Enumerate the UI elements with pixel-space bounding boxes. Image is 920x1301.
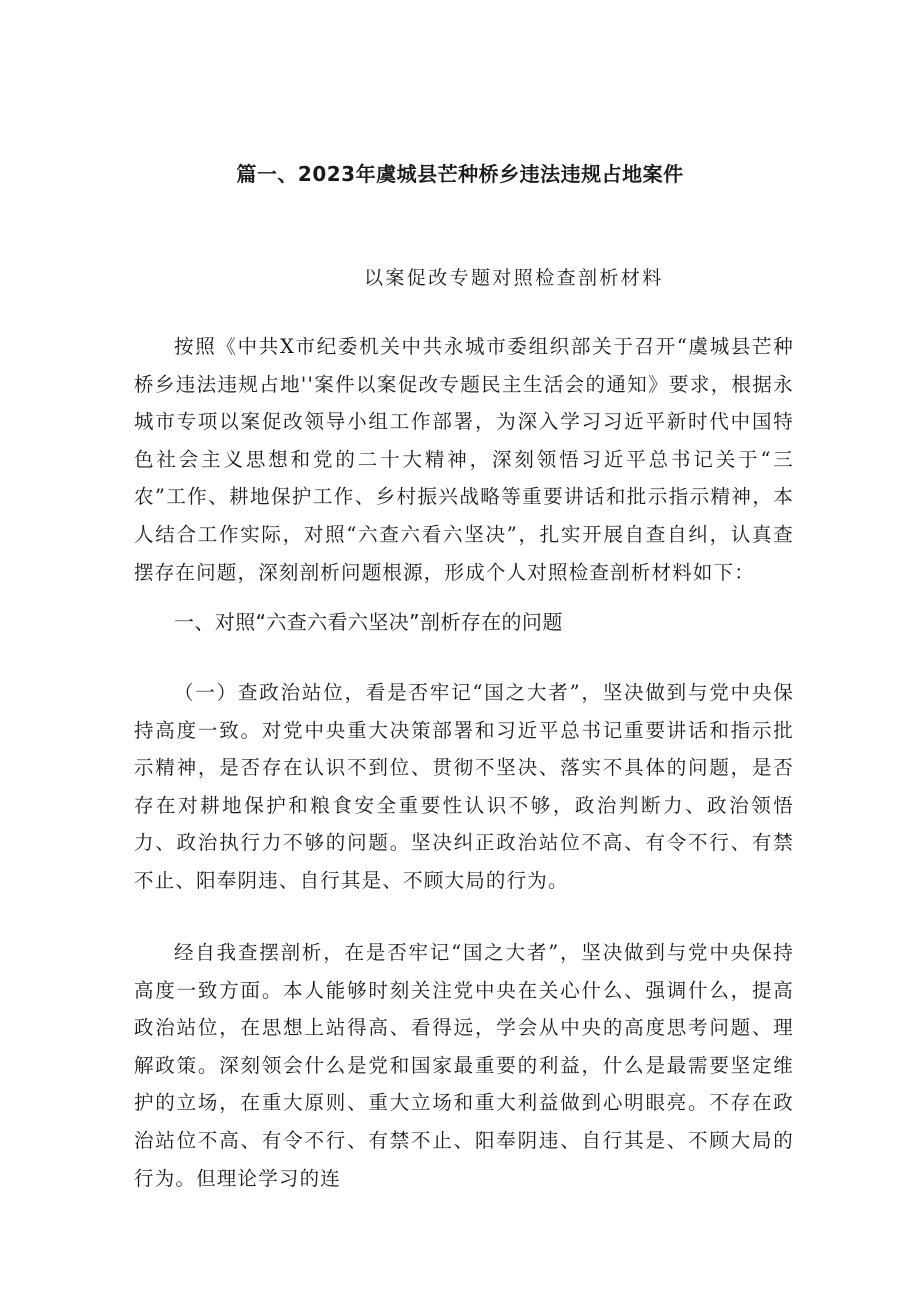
item-one-paragraph: （一）查政治站位，看是否牢记“国之大者”，坚决做到与党中央保持高度一致。对党中央重大决策部署和习近平总书记重要讲话和指示批示精神，是否存在认识不到位、贯彻不坚决、落实不具体的问题，是否存在对耕地保护和粮食安全重要性认识不够，政治判断力、政治领悟力、政治执行力不够的问题。坚决纠正政治站位不高、有令不行、有禁不止、阳奉阴违、自行其是、不顾大局的行为。 (134, 681, 794, 892)
section-heading: 一、对照“六查六看六坚决”剖析存在的问题 (174, 610, 563, 634)
analysis-paragraph: 经自我查摆剖析，在是否牢记“国之大者”，坚决做到与党中央保持高度一致方面。本人能够时刻关注党中央在关心什么、强调什么，提高政治站位，在思想上站得高、看得远，学会从中央的高度思考问题、理解政策。深刻领会什么是党和国家最重要的利益，什么是最需要坚定维护的立场，在重大原则、重大立场和重大利益做到心明眼亮。不存在政治站位不高、有令不行、有禁不止、阳奉阴违、自行其是、不顾大局的行为。但理论学习的连 (134, 941, 794, 1190)
document-title: 篇一、2023年虞城县芒种桥乡违法违规占地案件 (236, 162, 684, 186)
intro-paragraph: 按照《中共X市纪委机关中共永城市委组织部关于召开“虞城县芒种桥乡违法违规占地''案件以案促改专题民主生活会的通知》要求，根据永城市专项以案促改领导小组工作部署，为深入学习习近平新时代中国特色社会主义思想和党的二十大精神，深刻领悟习近平总书记关于“三农”工作、耕地保护工作、乡村振兴战略等重要讲话和批示指示精神，本人结合工作实际，对照“六查六看六坚决”，扎实开展自查自纠，认真查摆存在问题，深刻剖析问题根源，形成个人对照检查剖析材料如下： (134, 335, 794, 584)
document-subtitle: 以案促改专题对照检查剖析材料 (364, 267, 664, 289)
